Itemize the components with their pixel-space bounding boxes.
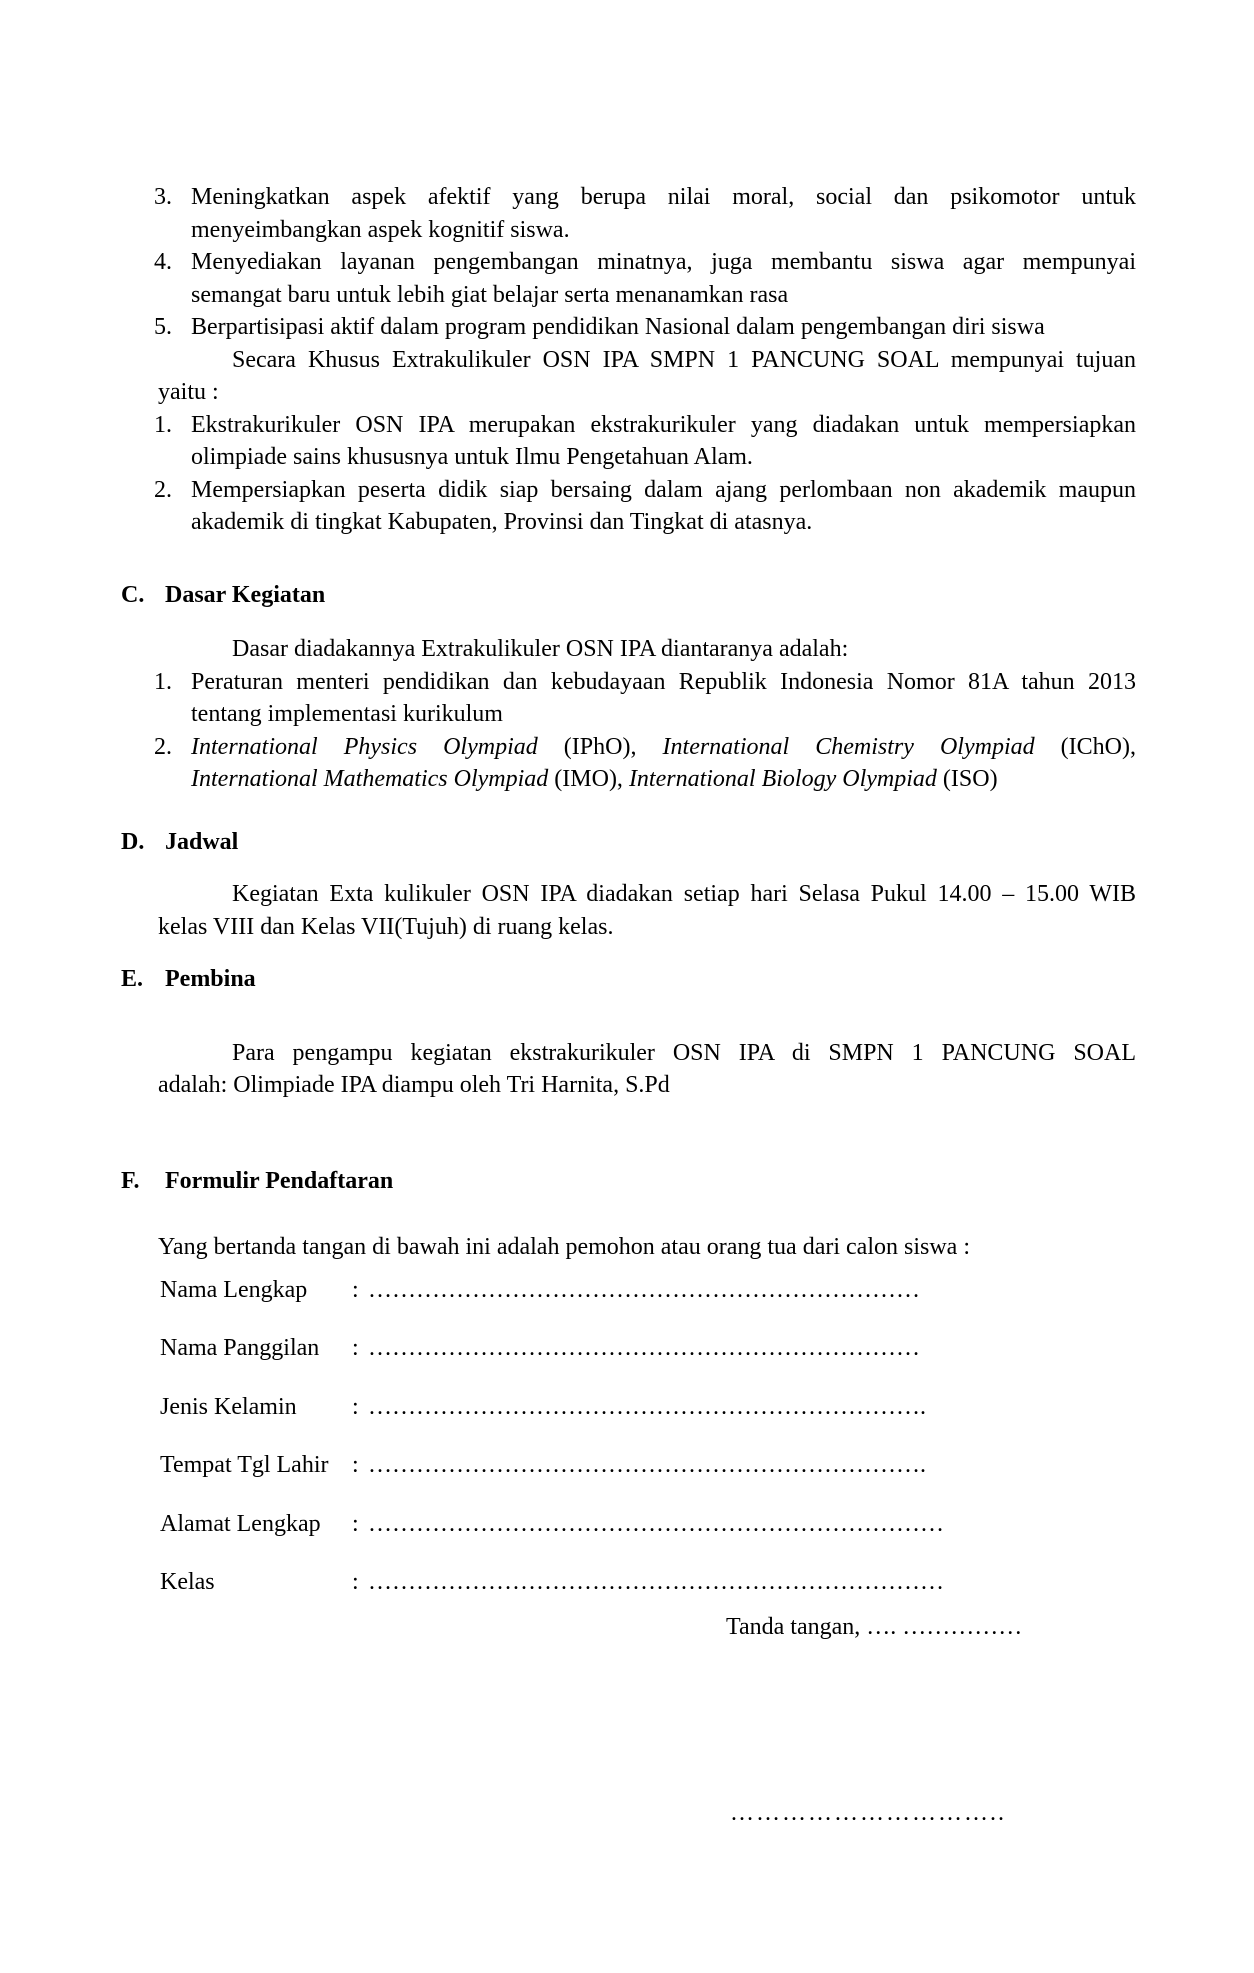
list-item-text [191,311,1136,344]
list-item [154,246,1136,311]
signature-dotted-line: ………………………….. [730,1800,1006,1826]
section-title: Formulir Pendaftaran [165,1167,394,1194]
text-line: Para pengampu kegiatan ekstrakurikuler OSN IPA di SMPN 1 PANCUNG SOAL [232,1039,1136,1066]
form-colon: : [352,1569,359,1595]
text-line: Kegiatan Exta kulikuler OSN IPA diadakan setiap hari Selasa Pukul 14.00 – 15.00 WIB [232,881,1136,907]
list-item-text [191,246,1136,311]
list-item [154,731,1136,796]
text-line: semangat baru untuk lebih giat belajar serta menanamkan rasa [191,281,789,308]
form-colon: : [352,1452,359,1478]
list-item-text [191,666,1136,731]
intro-list [154,181,1136,344]
list-item [154,181,1136,246]
form-colon: : [352,1510,359,1537]
dasar-intro-paragraph: Dasar diadakannya Extrakulikuler OSN IPA diantaranya adalah: [232,636,849,662]
form-label: Tempat Tgl Lahir [160,1452,329,1478]
list-item [154,666,1136,731]
list-item-text [191,474,1136,539]
form-label: Nama Panggilan [160,1335,320,1361]
list-item-number: 1. [154,411,172,438]
section-title: Pembina [165,966,256,992]
text-line: Ekstrakurikuler OSN IPA merupakan ekstrakurikuler yang diadakan untuk mempersiapkan [191,411,1136,438]
form-colon: : [352,1276,359,1303]
form-row-kelas [160,1566,1136,1599]
list-item-text [191,409,1136,474]
text-line [191,731,1136,764]
form-row-nama-lengkap [160,1274,1136,1307]
pembina-paragraph [158,1037,1136,1102]
section-title: Dasar Kegiatan [165,581,326,608]
list-item [154,311,1136,344]
section-heading-formulir [121,1165,1136,1198]
dotted-fill-line: ……………………………………………………………… [368,1510,944,1537]
dasar-list [154,666,1136,796]
olympiad-name: International Biology Olympiad [628,766,937,792]
form-label: Kelas [160,1569,215,1595]
text-line: yaitu : [158,379,219,405]
olympiad-name: International Mathematics Olympiad [191,766,549,792]
section-heading-jadwal [121,826,1136,859]
form-colon: : [352,1393,359,1420]
form-label: Jenis Kelamin [160,1393,297,1420]
form-row-nama-panggilan [160,1332,1136,1365]
text-line [191,763,1136,796]
list-item-text [191,731,1136,796]
text-line: olimpiade sains khususnya untuk Ilmu Pengetahuan Alam. [191,444,753,470]
olympiad-acronym: (IPhO), [537,733,663,760]
text-line: menyeimbangkan aspek kognitif siswa. [191,216,570,243]
jadwal-paragraph [158,878,1136,943]
dotted-fill-line: ……………………………………………………………. [368,1393,926,1420]
olympiad-name: International Chemistry Olympiad [662,733,1035,760]
list-item-number: 4. [154,249,172,275]
dotted-fill-line: ……………………………………………………………… [368,1569,944,1595]
text-line: Berpartisipasi aktif dalam program pendidikan Nasional dalam pengembangan diri siswa [191,314,1045,340]
list-item [154,474,1136,539]
list-item-text [191,181,1136,246]
dotted-fill-line: ……………………………………………………………. [368,1452,926,1478]
form-row-alamat-lengkap [160,1508,1136,1541]
list-item-number: 2. [154,733,172,760]
text-line: adalah: Olimpiade IPA diampu oleh Tri Harnita, S.Pd [158,1072,670,1098]
section-letter: D. [121,828,145,855]
text-line: Peraturan menteri pendidikan dan kebudayaan Republik Indonesia Nomor 81A tahun 2013 [191,668,1136,695]
khusus-paragraph [158,344,1136,409]
dotted-fill-line: …………………………………………………………… [368,1276,920,1303]
text-line: tentang implementasi kurikulum [191,701,503,727]
list-item-number: 1. [154,668,172,695]
signature-caption: Tanda tangan, …. …………… [726,1613,1023,1640]
text-line: Menyediakan layanan pengembangan minatnya, juga membantu siswa agar mempunyai [191,249,1136,275]
olympiad-name: International Physics Olympiad [191,733,538,760]
text-line: akademik di tingkat Kabupaten, Provinsi dan Tingkat di atasnya. [191,509,813,535]
list-item-number: 3. [154,184,172,210]
document-content [121,0,1136,1830]
section-letter: C. [121,581,145,608]
list-item [154,409,1136,474]
dotted-fill-line: …………………………………………………………… [368,1335,920,1361]
text-line: Secara Khusus Extrakulikuler OSN IPA SMPN 1 PANCUNG SOAL mempunyai tujuan [232,346,1136,373]
olympiad-acronym: (ISO) [936,766,998,792]
form-row-jenis-kelamin [160,1391,1136,1424]
list-item-number: 5. [154,314,172,340]
form-label: Nama Lengkap [160,1276,308,1303]
section-letter: E. [121,966,144,992]
section-letter: F. [121,1167,140,1194]
tujuan-list [154,409,1136,539]
list-item-number: 2. [154,476,172,503]
section-heading-dasar-kegiatan [121,579,1136,612]
section-heading-pembina [121,963,1136,996]
text-line: kelas VIII dan Kelas VII(Tujuh) di ruang kelas. [158,913,614,940]
formulir-intro: Yang bertanda tangan di bawah ini adalah pemohon atau orang tua dari calon siswa : [158,1234,970,1260]
olympiad-acronym: (IMO), [548,766,629,792]
text-line: Mempersiapkan peserta didik siap bersaing dalam ajang perlombaan non akademik maupun [191,476,1136,503]
form-colon: : [352,1335,359,1361]
text-line: Meningkatkan aspek afektif yang berupa nilai moral, social dan psikomotor untuk [191,184,1136,210]
olympiad-acronym: (IChO), [1034,733,1137,760]
form-label: Alamat Lengkap [160,1510,321,1537]
section-title: Jadwal [165,828,239,855]
form-row-tempat-tgl-lahir [160,1449,1136,1482]
